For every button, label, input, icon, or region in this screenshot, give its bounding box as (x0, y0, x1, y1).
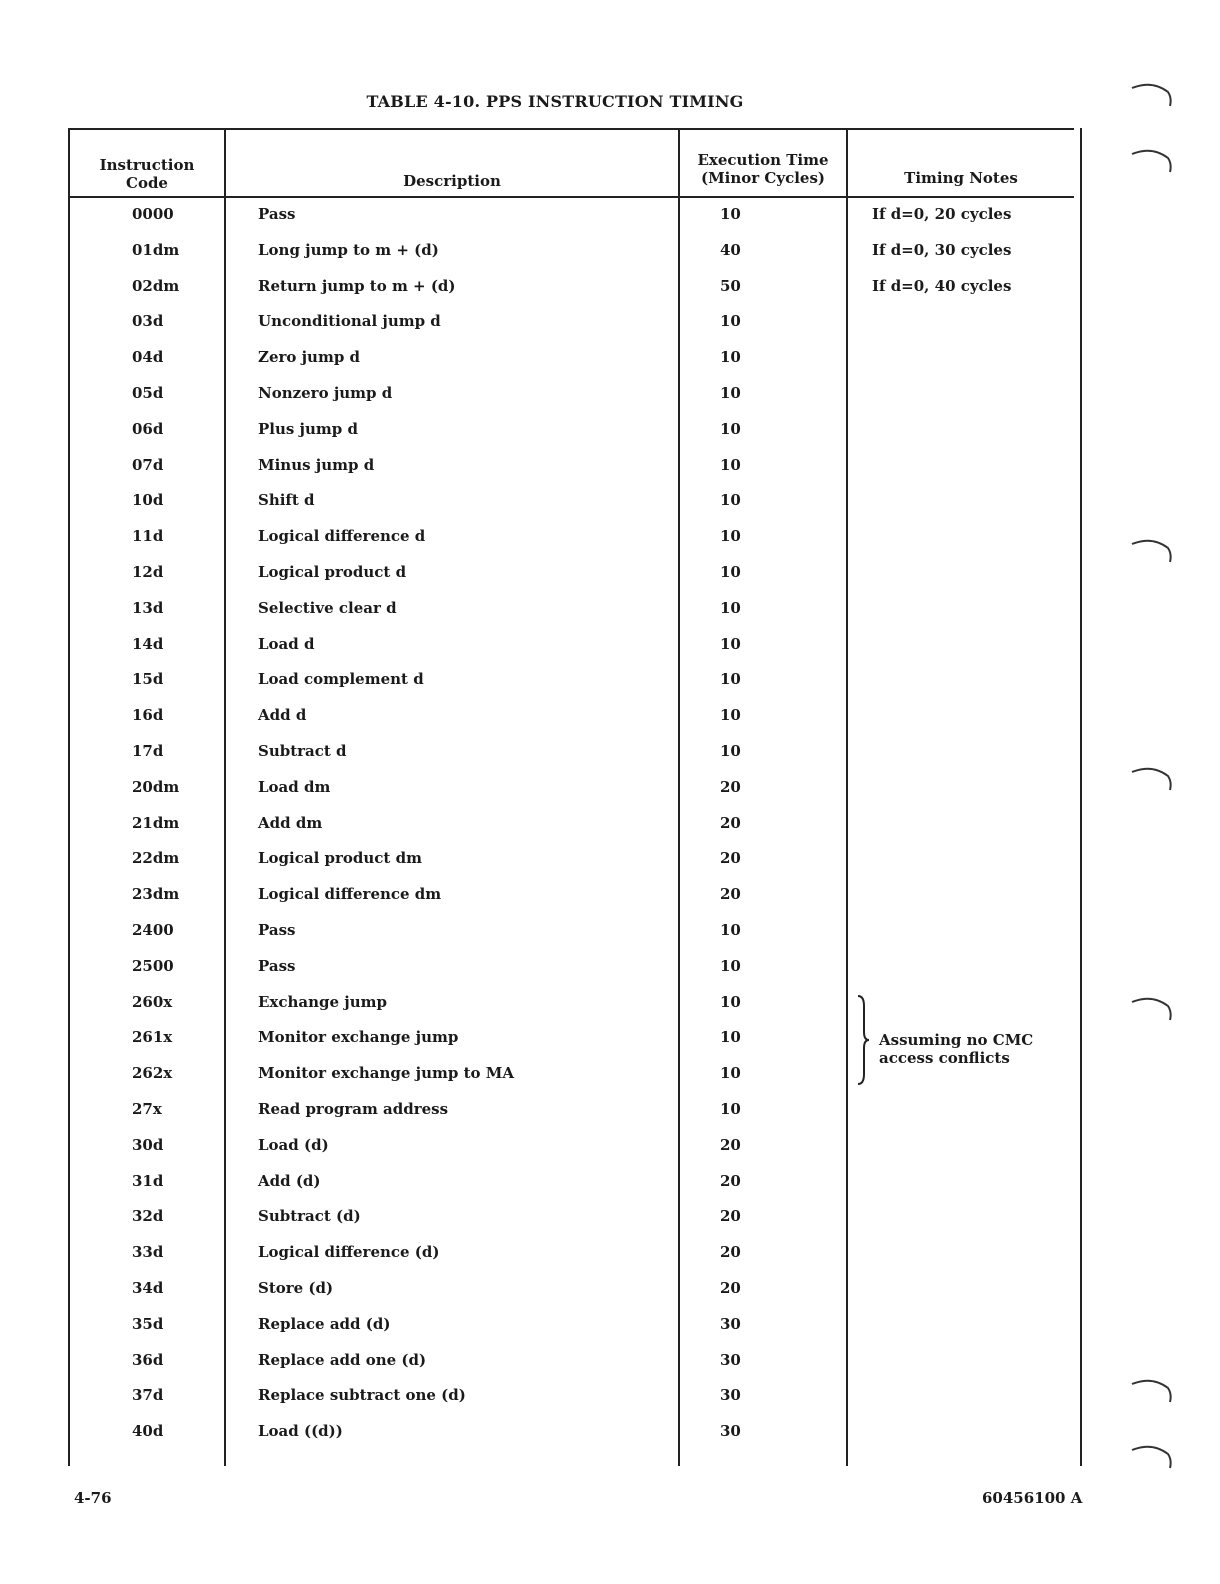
execution-time: 50 (720, 276, 741, 295)
description: Plus jump d (258, 419, 358, 438)
header-time (680, 151, 846, 187)
table-row (0, 957, 1080, 993)
execution-time: 20 (720, 885, 741, 904)
instruction-code: 36d (132, 1350, 164, 1369)
header-time-line-1: Execution Time (697, 151, 829, 169)
execution-time: 10 (720, 491, 741, 510)
header-notes: Timing Notes (904, 169, 1018, 187)
binder-hole-mark-icon (1128, 80, 1178, 110)
description: Store (d) (258, 1279, 334, 1297)
page-number: 4-76 (74, 1489, 112, 1507)
table-row (0, 778, 1080, 814)
timing-note: If d=0, 30 cycles (872, 240, 1012, 259)
description: Logical product d (258, 563, 407, 581)
execution-time: 10 (720, 348, 741, 367)
instruction-code: 12d (132, 563, 164, 581)
header-description: Description (403, 172, 501, 190)
binder-hole-mark-icon (1128, 764, 1178, 794)
execution-time: 10 (720, 205, 741, 223)
description: Pass (258, 205, 296, 223)
description: Zero jump d (258, 348, 361, 367)
execution-time: 10 (720, 598, 741, 617)
execution-time: 10 (720, 384, 741, 402)
instruction-code: 30d (132, 1135, 164, 1154)
table-row (0, 205, 1080, 241)
instruction-code: 06d (132, 419, 164, 438)
table-row (0, 849, 1080, 885)
header-time-line-2: (Minor Cycles) (700, 169, 825, 187)
header-code-line-2: Code (126, 174, 168, 192)
execution-time: 10 (720, 455, 741, 474)
instruction-code: 01dm (132, 240, 180, 259)
execution-time: 10 (720, 742, 741, 760)
description: Logical difference d (258, 527, 426, 546)
table-row (0, 420, 1080, 456)
instruction-code: 17d (132, 742, 164, 760)
table-row (0, 1172, 1080, 1208)
description: Read program address (258, 1100, 449, 1118)
instruction-code: 15d (132, 670, 164, 689)
description: Return jump to m + (d) (258, 276, 456, 295)
instruction-code: 13d (132, 598, 164, 617)
description: Minus jump d (258, 455, 375, 474)
binder-hole-mark-icon (1128, 1376, 1178, 1406)
table-row (0, 1279, 1080, 1315)
description: Long jump to m + (d) (258, 240, 439, 259)
description: Logical difference (d) (258, 1243, 440, 1262)
table-row (0, 993, 1080, 1029)
execution-time: 30 (720, 1350, 741, 1369)
description: Monitor exchange jump (258, 1028, 459, 1047)
description: Add d (258, 706, 307, 725)
execution-time: 20 (720, 777, 741, 796)
table-row (0, 1243, 1080, 1279)
table-row (0, 312, 1080, 348)
table-row (0, 885, 1080, 921)
instruction-code: 07d (132, 455, 164, 474)
instruction-code: 23dm (132, 885, 180, 904)
execution-time: 20 (720, 1207, 741, 1226)
timing-note: If d=0, 40 cycles (872, 276, 1012, 295)
binder-hole-mark-icon (1128, 994, 1178, 1024)
instruction-code: 33d (132, 1243, 164, 1262)
table-row (0, 921, 1080, 957)
table-row (0, 563, 1080, 599)
instruction-code: 34d (132, 1279, 164, 1297)
instruction-code: 03d (132, 312, 164, 331)
header-code-line-1: Instruction (99, 156, 195, 174)
binder-hole-mark-icon (1128, 536, 1178, 566)
instruction-code: 261x (132, 1028, 173, 1047)
description: Nonzero jump d (258, 384, 393, 402)
instruction-code: 04d (132, 348, 164, 367)
table-row (0, 599, 1080, 635)
description: Load (d) (258, 1135, 329, 1154)
instruction-code: 11d (132, 527, 164, 546)
execution-time: 20 (720, 1243, 741, 1262)
table-row (0, 706, 1080, 742)
brace-note (879, 1031, 1033, 1067)
table-row (0, 814, 1080, 850)
table-row (0, 1351, 1080, 1387)
instruction-code: 31d (132, 1171, 164, 1190)
execution-time: 10 (720, 1100, 741, 1118)
instruction-code: 21dm (132, 813, 180, 832)
table-row (0, 1386, 1080, 1422)
description: Load d (258, 634, 315, 653)
header-bottom-rule (68, 196, 1074, 198)
execution-time: 30 (720, 1422, 741, 1441)
table-row (0, 491, 1080, 527)
description: Replace add (d) (258, 1314, 391, 1333)
description: Load dm (258, 777, 331, 796)
description: Subtract (d) (258, 1207, 361, 1226)
table-title: TABLE 4-10. PPS INSTRUCTION TIMING (366, 92, 744, 111)
table-row (0, 277, 1080, 313)
execution-time: 10 (720, 419, 741, 438)
execution-time: 10 (720, 634, 741, 653)
instruction-code: 40d (132, 1422, 164, 1441)
binder-hole-mark-icon (1128, 1442, 1178, 1472)
description: Selective clear d (258, 598, 397, 617)
table-row (0, 527, 1080, 563)
instruction-code: 05d (132, 384, 164, 402)
instruction-code: 32d (132, 1207, 164, 1226)
description: Subtract d (258, 742, 347, 760)
instruction-code: 2400 (132, 921, 174, 939)
table-row (0, 456, 1080, 492)
description: Exchange jump (258, 992, 387, 1011)
instruction-code: 0000 (132, 205, 174, 223)
instruction-code: 2500 (132, 956, 174, 975)
execution-time: 20 (720, 1171, 741, 1190)
execution-time: 10 (720, 956, 741, 975)
description: Replace subtract one (d) (258, 1386, 466, 1405)
execution-time: 10 (720, 670, 741, 689)
curly-brace (856, 994, 870, 1086)
execution-time: 10 (720, 312, 741, 331)
timing-note: If d=0, 20 cycles (872, 205, 1012, 223)
table-row (0, 1136, 1080, 1172)
table-row (0, 384, 1080, 420)
description: Monitor exchange jump to MA (258, 1064, 514, 1083)
table-row (0, 742, 1080, 778)
execution-time: 10 (720, 527, 741, 546)
document-number: 60456100 A (982, 1489, 1083, 1507)
execution-time: 10 (720, 921, 741, 939)
table-row (0, 670, 1080, 706)
description: Add dm (258, 813, 323, 832)
table-row (0, 1422, 1080, 1458)
table-row (0, 1064, 1080, 1100)
description: Shift d (258, 491, 315, 510)
binder-hole-mark-icon (1128, 146, 1178, 176)
instruction-code: 20dm (132, 777, 180, 796)
description: Replace add one (d) (258, 1350, 427, 1369)
instruction-code: 37d (132, 1386, 164, 1405)
instruction-code: 27x (132, 1100, 162, 1118)
description: Logical difference dm (258, 885, 442, 904)
instruction-code: 262x (132, 1064, 173, 1083)
instruction-code: 35d (132, 1314, 164, 1333)
execution-time: 10 (720, 1064, 741, 1083)
execution-time: 10 (720, 992, 741, 1011)
instruction-code: 10d (132, 491, 164, 510)
execution-time: 10 (720, 563, 741, 581)
header-code (70, 156, 224, 192)
execution-time: 40 (720, 240, 741, 259)
instruction-code: 16d (132, 706, 164, 725)
execution-time: 20 (720, 1279, 741, 1297)
table-top-rule (68, 128, 1074, 130)
execution-time: 10 (720, 1028, 741, 1047)
instruction-code: 260x (132, 992, 173, 1011)
table-row (0, 241, 1080, 277)
instruction-code: 22dm (132, 849, 180, 868)
description: Load ((d)) (258, 1422, 343, 1441)
table-row (0, 1100, 1080, 1136)
description: Logical product dm (258, 849, 422, 868)
execution-time: 30 (720, 1314, 741, 1333)
execution-time: 30 (720, 1386, 741, 1405)
table-row (0, 1315, 1080, 1351)
table-row (0, 1207, 1080, 1243)
execution-time: 10 (720, 706, 741, 725)
description: Pass (258, 921, 296, 939)
description: Pass (258, 956, 296, 975)
brace-note-line-1: Assuming no CMC (879, 1031, 1034, 1049)
instruction-code: 14d (132, 634, 164, 653)
table-row (0, 635, 1080, 671)
brace-note-line-2: access conflicts (879, 1049, 1010, 1067)
instruction-code: 02dm (132, 276, 180, 295)
table-row (0, 348, 1080, 384)
execution-time: 20 (720, 1135, 741, 1154)
execution-time: 20 (720, 813, 741, 832)
execution-time: 20 (720, 849, 741, 868)
description: Unconditional jump d (258, 312, 441, 331)
description: Load complement d (258, 670, 424, 689)
description: Add (d) (258, 1171, 321, 1190)
